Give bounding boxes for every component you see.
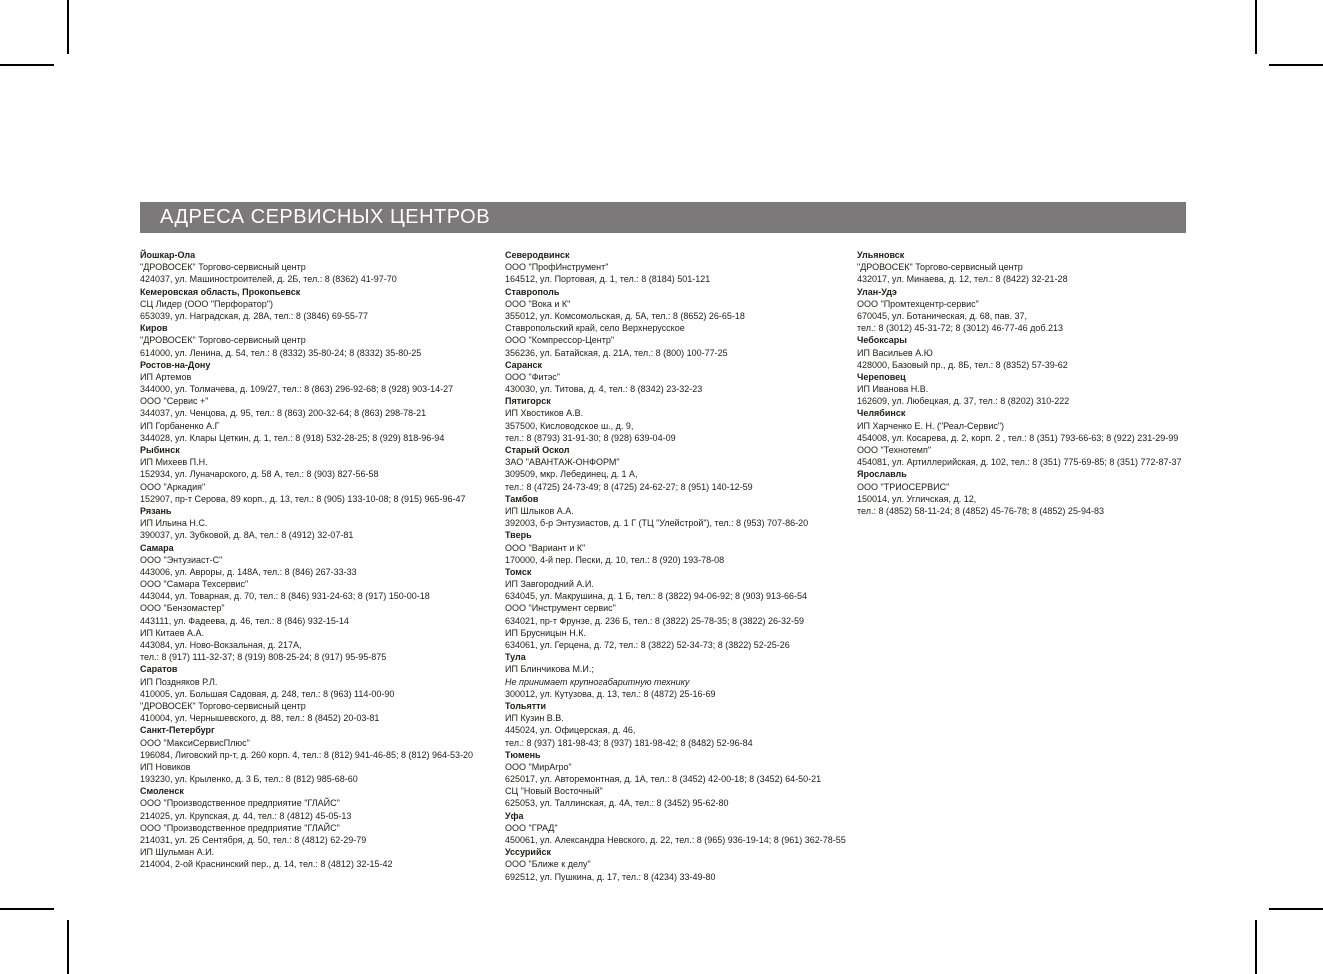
address-line: 214031, ул. 25 Сентября, д. 50, тел.: 8 (4812) 62-29-79 [140,835,367,845]
address-line: 625017, ул. Авторемонтная, д. 1А, тел.: 8 (3452) 42-00-18; 8 (3452) 64-50-21 [505,774,822,785]
city-heading: Уссурийск [505,847,552,858]
address-line: 309509, мкр. Лебединец, д. 1 А, [505,469,638,480]
address-line: 170000, 4-й пер. Пески, д. 10, тел.: 8 (920) 193-78-08 [505,554,725,565]
address-line: 430030, ул. Титова, д. 4, тел.: 8 (8342) 23-32-23 [505,384,703,395]
city-heading: Челябинск [857,408,906,419]
address-line: 392003, б-р Энтузиастов, д. 1 Г (ТЦ "Улейстрой"), тел.: 8 (953) 707-86-20 [505,518,809,529]
address-line: ИП Хвостиков А.В. [505,408,584,419]
address-line: ЗАО "АВАНТАЖ-ОНФОРМ" [505,457,620,468]
address-line: 443044, ул. Товарная, д. 70, тел.: 8 (846) 931-24-63; 8 (917) 150-00-18 [140,591,430,602]
address-line: 344000, ул. Толмачева, д. 109/27, тел.: 8 (863) 296-92-68; 8 (928) 903-14-27 [140,384,454,395]
address-line: ИП Блинчикова М.И.; [505,664,594,675]
address-line: 356236, ул. Батайская, д. 21А, тел.: 8 (800) 100-77-25 [505,347,728,358]
address-line: 443084, ул. Ново-Вокзальная, д. 217А, [140,640,302,650]
address-line: ИП Васильев А.Ю [857,347,933,358]
section-header-bar [140,202,1186,233]
address-line: 428000, Базовый пр., д. 8Б, тел.: 8 (8352) 57-39-62 [857,359,1068,370]
address-line: ИП Брусницын Н.К. [505,627,586,638]
address-line: ООО "Ближе к делу" [505,859,591,870]
city-heading: Смоленск [140,786,184,797]
city-heading: Рязань [140,505,172,516]
address-line: 390037, ул. Зубковой, д. 8А, тел.: 8 (4912) 32-07-81 [140,530,354,541]
address-line: тел.: 8 (917) 111-32-37; 8 (919) 808-25-24; 8 (917) 95-95-875 [140,652,387,663]
address-line: 344028, ул. Клары Цеткин, д. 1, тел.: 8 (918) 532-28-25; 8 (929) 818-96-94 [140,432,445,443]
city-heading: Тамбов [505,493,539,504]
address-line: 344037, ул. Ченцова, д. 95, тел.: 8 (863) 200-32-64; 8 (863) 298-78-21 [140,408,427,419]
address-line: ООО "Инструмент сервис" [505,603,616,614]
crop-mark-bottom-left-vertical [67,920,69,974]
address-line: "ДРОВОСЕК" Торгово-сервисный центр [140,262,306,273]
address-line: 152907, пр-т Серова, 89 корп., д. 13, тел.: 8 (905) 133-10-08; 8 (915) 965-96-47 [140,493,466,504]
address-line: ООО "Бензомастер" [140,603,225,614]
city-heading: Ростов-на-Дону [140,359,211,370]
address-line: "ДРОВОСЕК" Торгово-сервисный центр [140,700,306,711]
address-line: ИП Иванова Н.В. [857,384,929,395]
address-line: 424037, ул. Машиностроителей, д. 2Б, тел.: 8 (8362) 41-97-70 [140,274,397,285]
city-heading: Саратов [140,664,178,675]
address-column-3 [857,249,1217,517]
address-line: 670045, ул. Ботаническая, д. 68, пав. 37, [857,310,1027,321]
address-line: Ставропольский край, село Верхнерусское [505,323,685,334]
city-heading: Северодвинск [505,250,570,260]
address-line: 300012, ул. Кутузова, д. 13, тел.: 8 (4872) 25-16-69 [505,688,716,699]
city-heading: Пятигорск [505,396,551,407]
address-line: 410005, ул. Большая Садовая, д. 248, тел.: 8 (963) 114-00-90 [140,688,395,699]
crop-mark-bottom-right-horizontal [1269,908,1323,910]
address-line: ИП Шлыков А.А. [505,505,574,516]
address-line: 162609, ул. Любецкая, д. 37, тел.: 8 (8202) 310-222 [857,396,1070,407]
address-line: 214025, ул. Крупская, д. 44, тел.: 8 (4812) 45-05-13 [140,810,352,821]
city-heading: Тула [505,652,526,663]
address-line: ООО "ПрофИнструмент" [505,262,609,273]
city-heading: Чебоксары [857,335,907,346]
crop-mark-top-left-vertical [67,0,69,54]
address-line: ООО "Производственное предприятие "ГЛАЙС" [140,798,340,809]
city-heading: Саранск [505,359,543,370]
address-line: 445024, ул. Офицерская, д. 46, [505,725,636,736]
crop-mark-top-right-horizontal [1269,64,1323,66]
address-line: 432017, ул. Минаева, д. 12, тел.: 8 (8422) 32-21-28 [857,274,1068,285]
address-line: 634061, ул. Герцена, д. 72, тел.: 8 (3822) 52-34-73; 8 (3822) 52-25-26 [505,640,790,650]
address-line: 152934, ул. Луначарского, д. 58 А, тел.: 8 (903) 827-56-58 [140,469,379,480]
address-line: 450061, ул. Александра Невского, д. 22, тел.: 8 (965) 936-19-14; 8 (961) 362-78-55 [505,835,846,845]
address-line: "ДРОВОСЕК" Торгово-сервисный центр [140,335,306,346]
city-heading: Рыбинск [140,445,180,455]
address-line: ООО "ТРИОСЕРВИС" [857,481,950,492]
address-line: 454081, ул. Артиллерийская, д. 102, тел.: 8 (351) 775-69-85; 8 (351) 772-87-37 [857,457,1182,468]
address-line: ООО "Производственное предприятие "ГЛАЙС" [140,822,340,833]
address-line: 150014, ул. Угличская, д. 12, [857,493,977,504]
address-line: тел.: 8 (4725) 24-73-49; 8 (4725) 24-62-27; 8 (951) 140-12-59 [505,481,753,492]
address-line: СЦ Лидер (ООО "Перфоратор") [140,298,273,309]
city-heading: Киров [140,323,168,334]
address-line: ИП Артемов [140,371,192,382]
address-line: ИП Ильина Н.С. [140,518,208,529]
address-line: тел.: 8 (8793) 31-91-30; 8 (928) 639-04-09 [505,432,676,443]
address-line: ООО "Фитэс" [505,371,560,382]
address-line: 653039, ул. Наградская, д. 28А, тел.: 8 (3846) 69-55-77 [140,310,368,321]
address-line: 454008, ул. Косарева, д. 2, корп. 2 , тел.: 8 (351) 793-66-63; 8 (922) 231-29-99 [857,432,1179,443]
address-line: ООО "Промтехцентр-сервис" [857,298,979,309]
city-heading: Санкт-Петербург [140,725,215,736]
page-title: АДРЕСА СЕРВИСНЫХ ЦЕНТРОВ [160,206,491,228]
address-line: 692512, ул. Пушкина, д. 17, тел.: 8 (4234) 33-49-80 [505,871,716,882]
address-column-2 [505,249,865,883]
address-line: ИП Горбаненко А.Г [140,420,220,431]
address-line: ООО "Аркадия" [140,481,206,492]
address-line: ООО "МаксиСервисПлюс" [140,737,250,748]
address-line: ООО "Вока и К" [505,298,571,309]
city-heading: Старый Оскол [505,445,570,455]
address-line: 164512, ул. Портовая, д. 1, тел.: 8 (8184) 501-121 [505,274,711,285]
address-line: ООО "Компрессор-Центр" [505,335,615,346]
address-line: 443111, ул. Фадеева, д. 46, тел.: 8 (846) 932-15-14 [140,615,349,626]
address-line: 357500, Кисловодское ш., д. 9, [505,420,634,431]
address-line: 614000, ул. Ленина, д. 54, тел.: 8 (8332) 35-80-24; 8 (8332) 35-80-25 [140,347,422,358]
address-line: тел.: 8 (937) 181-98-43; 8 (937) 181-98-42; 8 (8482) 52-96-84 [505,737,753,748]
address-line: 193230, ул. Крыленко, д. 3 Б, тел.: 8 (812) 985-68-60 [140,774,358,785]
address-line: ИП Шульман А.И. [140,847,215,858]
city-heading: Кемеровская область, Прокопьевск [140,286,301,297]
address-line: ООО "Технотемп" [857,445,932,455]
address-column-1 [140,249,500,871]
city-heading: Ульяновск [857,250,905,260]
address-line: 214004, 2-ой Краснинский пер., д. 14, тел.: 8 (4812) 32-15-42 [140,859,393,870]
city-heading: Самара [140,542,174,553]
address-line: 634021, пр-т Фрунзе, д. 236 Б, тел.: 8 (3822) 25-78-35; 8 (3822) 26-32-59 [505,615,805,626]
city-heading: Уфа [505,810,524,821]
address-line: Не принимает крупногабаритную технику [505,676,690,687]
address-line: ООО "Сервис +" [140,396,209,407]
crop-mark-top-right-vertical [1255,0,1257,54]
address-line: ИП Харченко Е. Н. ("Реал-Сервис") [857,420,1005,431]
address-line: ООО "ГРАД" [505,822,558,833]
address-line: ИП Новиков [140,761,191,772]
address-line: ООО "Энтузиаст-С" [140,554,223,565]
city-heading: Тюмень [505,749,541,760]
address-line: ИП Китаев А.А. [140,627,205,638]
crop-mark-bottom-left-horizontal [0,908,54,910]
city-heading: Ставрополь [505,286,560,297]
address-line: тел.: 8 (4852) 58-11-24; 8 (4852) 45-76-78; 8 (4852) 25-94-83 [857,505,1104,516]
address-line: ИП Михеев П.Н. [140,457,208,468]
address-line: 355012, ул. Комсомольская, д. 5А, тел.: 8 (8652) 26-65-18 [505,310,745,321]
city-heading: Йошкар-Ола [140,250,196,260]
city-heading: Ярославль [857,469,907,480]
crop-mark-top-left-horizontal [0,64,54,66]
city-heading: Тольятти [505,700,547,711]
address-line: ООО "Вариант и К" [505,542,586,553]
address-line: "ДРОВОСЕК" Торгово-сервисный центр [857,262,1023,273]
city-heading: Улан-Удэ [857,286,897,297]
address-line: тел.: 8 (3012) 45-31-72; 8 (3012) 46-77-46 доб.213 [857,323,1064,334]
address-line: 625053, ул. Таллинская, д. 4А, тел.: 8 (3452) 95-62-80 [505,798,729,809]
address-line: 443006, ул. Авроры, д. 148А, тел.: 8 (846) 267-33-33 [140,566,357,577]
address-line: ИП Поздняков Р.Л. [140,676,218,687]
address-line: ООО "Самара Техсервис" [140,579,249,590]
address-line: ИП Кузин В.В. [505,713,564,724]
address-line: 196084, Лиговский пр-т, д. 260 корп. 4, тел.: 8 (812) 941-46-85; 8 (812) 964-53-20 [140,749,474,760]
city-heading: Череповец [857,371,906,382]
address-line: ООО "МирАгро" [505,761,572,772]
address-line: 634045, ул. Макрушина, д. 1 Б, тел.: 8 (3822) 94-06-92; 8 (903) 913-66-54 [505,591,808,602]
address-line: СЦ "Новый Восточный" [505,786,603,797]
city-heading: Томск [505,566,532,577]
address-line: ИП Завгородний А.И. [505,579,594,590]
crop-mark-bottom-right-vertical [1255,920,1257,974]
city-heading: Тверь [505,530,532,541]
address-line: 410004, ул. Чернышевского, д. 88, тел.: 8 (8452) 20-03-81 [140,713,380,724]
